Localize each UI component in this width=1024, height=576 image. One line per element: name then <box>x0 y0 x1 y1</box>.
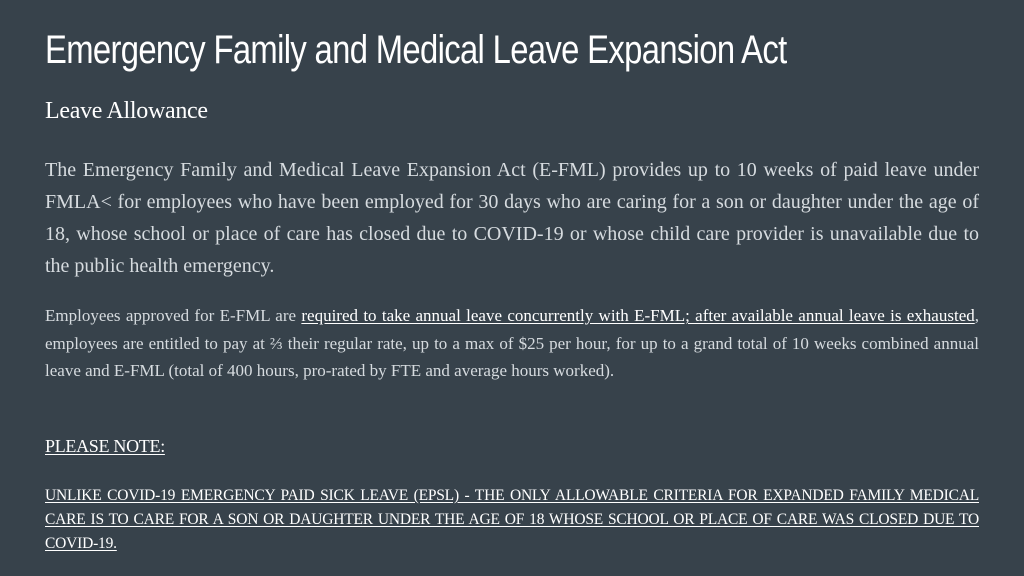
note-label: PLEASE NOTE: <box>45 436 165 456</box>
paragraph-pay-details <box>45 302 979 385</box>
slide-subtitle: Leave Allowance <box>45 98 208 124</box>
paragraph-overview: The Emergency Family and Medical Leave Expansion Act (E-FML) provides up to 10 weeks of paid leave under FMLA< for employees who have been employed for 30 days who are caring for a son or daughter under the age of 18, whose school or place of care has closed due to COVID-19 or whose child care provider is unavailable due to the public health emergency. <box>45 159 979 277</box>
pay-details-rest: , employees are entitled to pay at ⅔ their regular rate, up to a max of $25 per hour, for up to a grand total of 10 weeks combined annual leave and E-FML (total of 400 hours, pro-rated by FTE and average hours worked). <box>45 306 979 380</box>
slide-title: Emergency Family and Medical Leave Expansion Act <box>45 28 787 72</box>
pay-details-intro: Employees approved for E-FML are <box>45 306 302 325</box>
note-text: UNLIKE COVID-19 EMERGENCY PAID SICK LEAVE (EPSL) - THE ONLY ALLOWABLE CRITERIA FOR EXPANDED FAMILY MEDICAL CARE IS TO CARE FOR A SON OR DAUGHTER UNDER THE AGE OF 18 WHOSE SCHOOL OR PLACE OF CARE WAS CLOSED DUE TO COVID-19. <box>45 487 979 552</box>
pay-details-emphasis: required to take annual leave concurrently with E-FML; after available annual leave is exhausted <box>301 306 975 325</box>
slide <box>45 0 979 576</box>
